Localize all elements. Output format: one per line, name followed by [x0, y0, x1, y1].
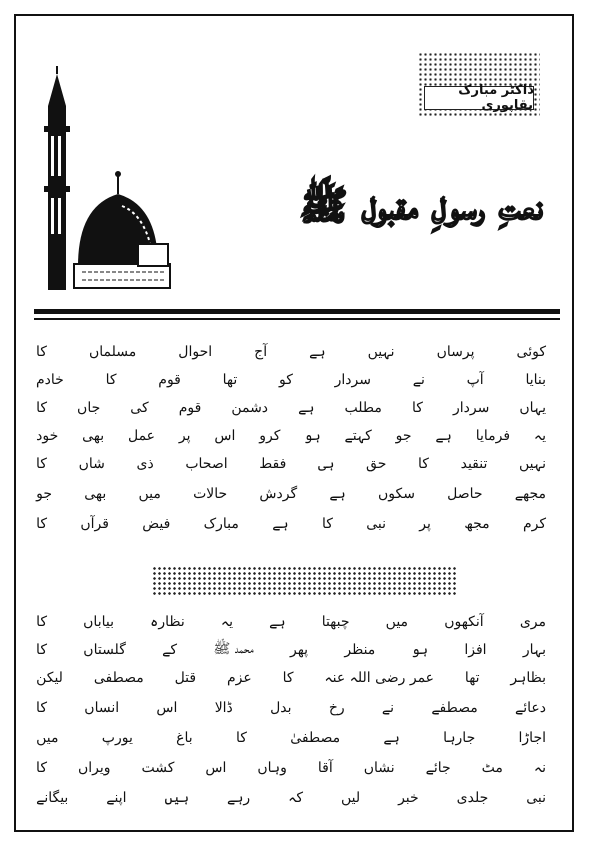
title-rule-top — [34, 309, 560, 314]
poem-word: تنقید — [460, 456, 488, 472]
poem-word: کہتے — [344, 428, 372, 444]
poem-line — [36, 368, 546, 392]
poem-word: عمل — [127, 428, 156, 444]
poem-word: آقا — [317, 760, 333, 776]
poem-word: عمر رضی اللہ عنہ — [324, 670, 435, 686]
poem-word: انساں — [84, 700, 120, 716]
poem-line — [36, 786, 546, 810]
poem-word: کی — [130, 400, 149, 416]
poem-word: کا — [282, 670, 294, 686]
poem-word: یہاں — [519, 400, 546, 416]
poem-word: حاصل — [447, 486, 483, 502]
poem-word: ذی — [136, 456, 154, 472]
poem-word: فیض — [142, 516, 171, 532]
poem-word: نبی — [366, 516, 386, 532]
poem-word: ہے — [269, 614, 286, 630]
poem-word: پرساں — [436, 344, 475, 360]
poem-word: مطلب — [344, 400, 382, 416]
poem-word: نہ — [533, 760, 546, 776]
poem-word: جلدی — [456, 790, 489, 806]
poem-word: چبھتا — [321, 614, 350, 630]
poem-line — [36, 340, 546, 364]
stanza-divider — [152, 566, 456, 596]
poem-word: وہاں — [257, 760, 287, 776]
poem-word: یہ — [533, 428, 546, 444]
poem-word: بیگانے — [36, 790, 69, 806]
poem-word: بدل — [270, 700, 292, 716]
poem-word: کرو — [259, 428, 281, 444]
poem-word: کا — [36, 516, 48, 532]
poem-word: مصطفی — [93, 670, 144, 686]
mosque-illustration — [38, 66, 174, 292]
poem-word: کا — [321, 516, 333, 532]
poem-word: باغ — [176, 730, 193, 746]
poem-word: قوم — [158, 372, 181, 388]
poem-word: مبارک — [203, 516, 239, 532]
poem-word: اپنے — [106, 790, 127, 806]
poem-word: گلستاں — [83, 642, 126, 658]
poem-word: کرم — [522, 516, 546, 532]
author-name: ڈاکٹر مبارک بقاپوری — [424, 86, 534, 110]
poem-word: سردار — [452, 400, 490, 416]
poem-word: نبی — [526, 790, 546, 806]
poem-word: جارہا — [443, 730, 476, 746]
title-rule-bottom — [34, 318, 560, 320]
poem-word: نظارہ — [150, 614, 185, 630]
page-title: نعتِ رسولِ مقبول ﷺ — [299, 182, 543, 229]
poem-word: رخ — [328, 700, 345, 716]
poem-word: بھی — [84, 486, 107, 502]
poem-word: ہے — [309, 344, 326, 360]
poem-word: کو — [279, 372, 293, 388]
poem-word: آپ — [466, 372, 484, 388]
poem-word: کا — [36, 700, 47, 716]
poem-stanza-1 — [36, 340, 546, 550]
poem-word: پر — [178, 428, 191, 444]
poem-word: مصطفیٰ — [290, 730, 341, 746]
poem-word: مسلماں — [89, 344, 137, 360]
poem-word: اس — [156, 700, 178, 716]
poem-word: گردش — [259, 486, 298, 502]
poem-word: کا — [36, 760, 47, 776]
poem-word: ہو — [304, 428, 321, 444]
poem-word: سردار — [334, 372, 371, 388]
poem-word: رہے — [227, 790, 251, 806]
poem-word: افزا — [464, 642, 487, 658]
poem-word: میں — [385, 614, 409, 630]
poem-word: پھر — [289, 642, 309, 658]
poem-word: عزم — [226, 670, 252, 686]
poem-word: نہیں — [519, 456, 546, 472]
poem-word: منظر — [344, 642, 376, 658]
poem-word: قتل — [174, 670, 197, 686]
poem-word: آج — [254, 344, 268, 360]
poem-word: نہیں — [367, 344, 395, 360]
poem-word: لیکن — [36, 670, 63, 686]
poem-word: ہی — [317, 456, 335, 472]
poem-word: سکوں — [377, 486, 415, 502]
poem-word: میں — [36, 730, 59, 746]
poem-word: یورپ — [101, 730, 133, 746]
poem-word: جاں — [77, 400, 101, 416]
poem-line — [36, 610, 546, 634]
poem-word: دشمن — [231, 400, 269, 416]
poem-word: کا — [411, 400, 423, 416]
poem-word: نے — [381, 700, 395, 716]
poem-line — [36, 726, 546, 750]
poem-word: ہیں — [164, 790, 190, 806]
poem-word: کے — [162, 642, 178, 658]
poem-word: ہے — [272, 516, 289, 532]
poem-word: بظاہر — [510, 670, 546, 686]
poem-word: کشت — [141, 760, 175, 776]
poem-word: یہ — [220, 614, 233, 630]
poem-word: ہے — [298, 400, 315, 416]
poem-word: کا — [36, 642, 47, 658]
poem-word: فرمایا — [475, 428, 511, 444]
poem-word: خبر — [398, 790, 419, 806]
poem-word: کا — [418, 456, 429, 472]
poem-word: قوم — [178, 400, 202, 416]
poem-word: مصطفے — [431, 700, 478, 716]
poem-word: بہار — [522, 642, 546, 658]
poem-word: بنایا — [525, 372, 546, 388]
poem-line — [36, 482, 546, 506]
poem-word: ہے — [329, 486, 346, 502]
poem-word: کہ — [288, 790, 304, 806]
poem-word: ہو — [411, 642, 429, 658]
poem-word: مجھ — [464, 516, 490, 532]
poem-word: ہے — [383, 730, 400, 746]
poem-line — [36, 512, 546, 536]
poem-word: کا — [36, 614, 47, 630]
poem-word: فقط — [259, 456, 287, 472]
poem-word: کا — [36, 400, 47, 416]
poem-line — [36, 424, 546, 448]
poem-word: پر — [419, 516, 431, 532]
poem-word: خادم — [36, 372, 64, 388]
poem-word: احوال — [178, 344, 213, 360]
poem-word: قرآں — [80, 516, 109, 532]
poem-line — [36, 396, 546, 420]
poem-word: آنکھوں — [444, 614, 484, 630]
poem-line — [36, 696, 546, 720]
poem-word: بھی — [82, 428, 105, 444]
poem-word: کا — [36, 344, 47, 360]
poem-word: نشاں — [363, 760, 395, 776]
poem-line — [36, 756, 546, 780]
poem-word: کوئی — [516, 344, 546, 360]
poem-word: نے — [412, 372, 425, 388]
poem-word: خود — [36, 428, 59, 444]
poem-word: اصحاب — [185, 456, 228, 472]
poem-line — [36, 666, 546, 690]
poem-word: جو — [36, 486, 52, 502]
poem-word: مجھے — [514, 486, 546, 502]
poem-word: دعائے — [515, 700, 546, 716]
poem-word: بیاباں — [83, 614, 114, 630]
poem-word: جائے — [425, 760, 451, 776]
poem-word: کا — [235, 730, 247, 746]
poem-word: محمد ﷺ — [213, 641, 254, 657]
author-box — [418, 52, 540, 118]
poem-word: کا — [36, 456, 47, 472]
poem-word: ڈالا — [214, 700, 233, 716]
poem-word: اس — [214, 428, 236, 444]
poem-word: مری — [519, 614, 546, 630]
poem-word: لیں — [340, 790, 361, 806]
poem-line — [36, 452, 546, 476]
poem-word: کا — [105, 372, 117, 388]
poem-word: ہے — [435, 428, 452, 444]
poem-word: میں — [138, 486, 161, 502]
poem-word: تھا — [222, 372, 238, 388]
poem-word: ویراں — [77, 760, 111, 776]
poem-word: جو — [395, 428, 412, 444]
poem-stanza-2 — [36, 610, 546, 830]
poem-word: حق — [366, 456, 387, 472]
poem-word: اجاڑا — [518, 730, 546, 746]
poem-word: مٹ — [481, 760, 503, 776]
poem-word: شاں — [78, 456, 105, 472]
poem-word: تھا — [464, 670, 480, 686]
poem-word: حالات — [193, 486, 228, 502]
poem-line — [36, 638, 546, 662]
poem-word: اس — [205, 760, 227, 776]
